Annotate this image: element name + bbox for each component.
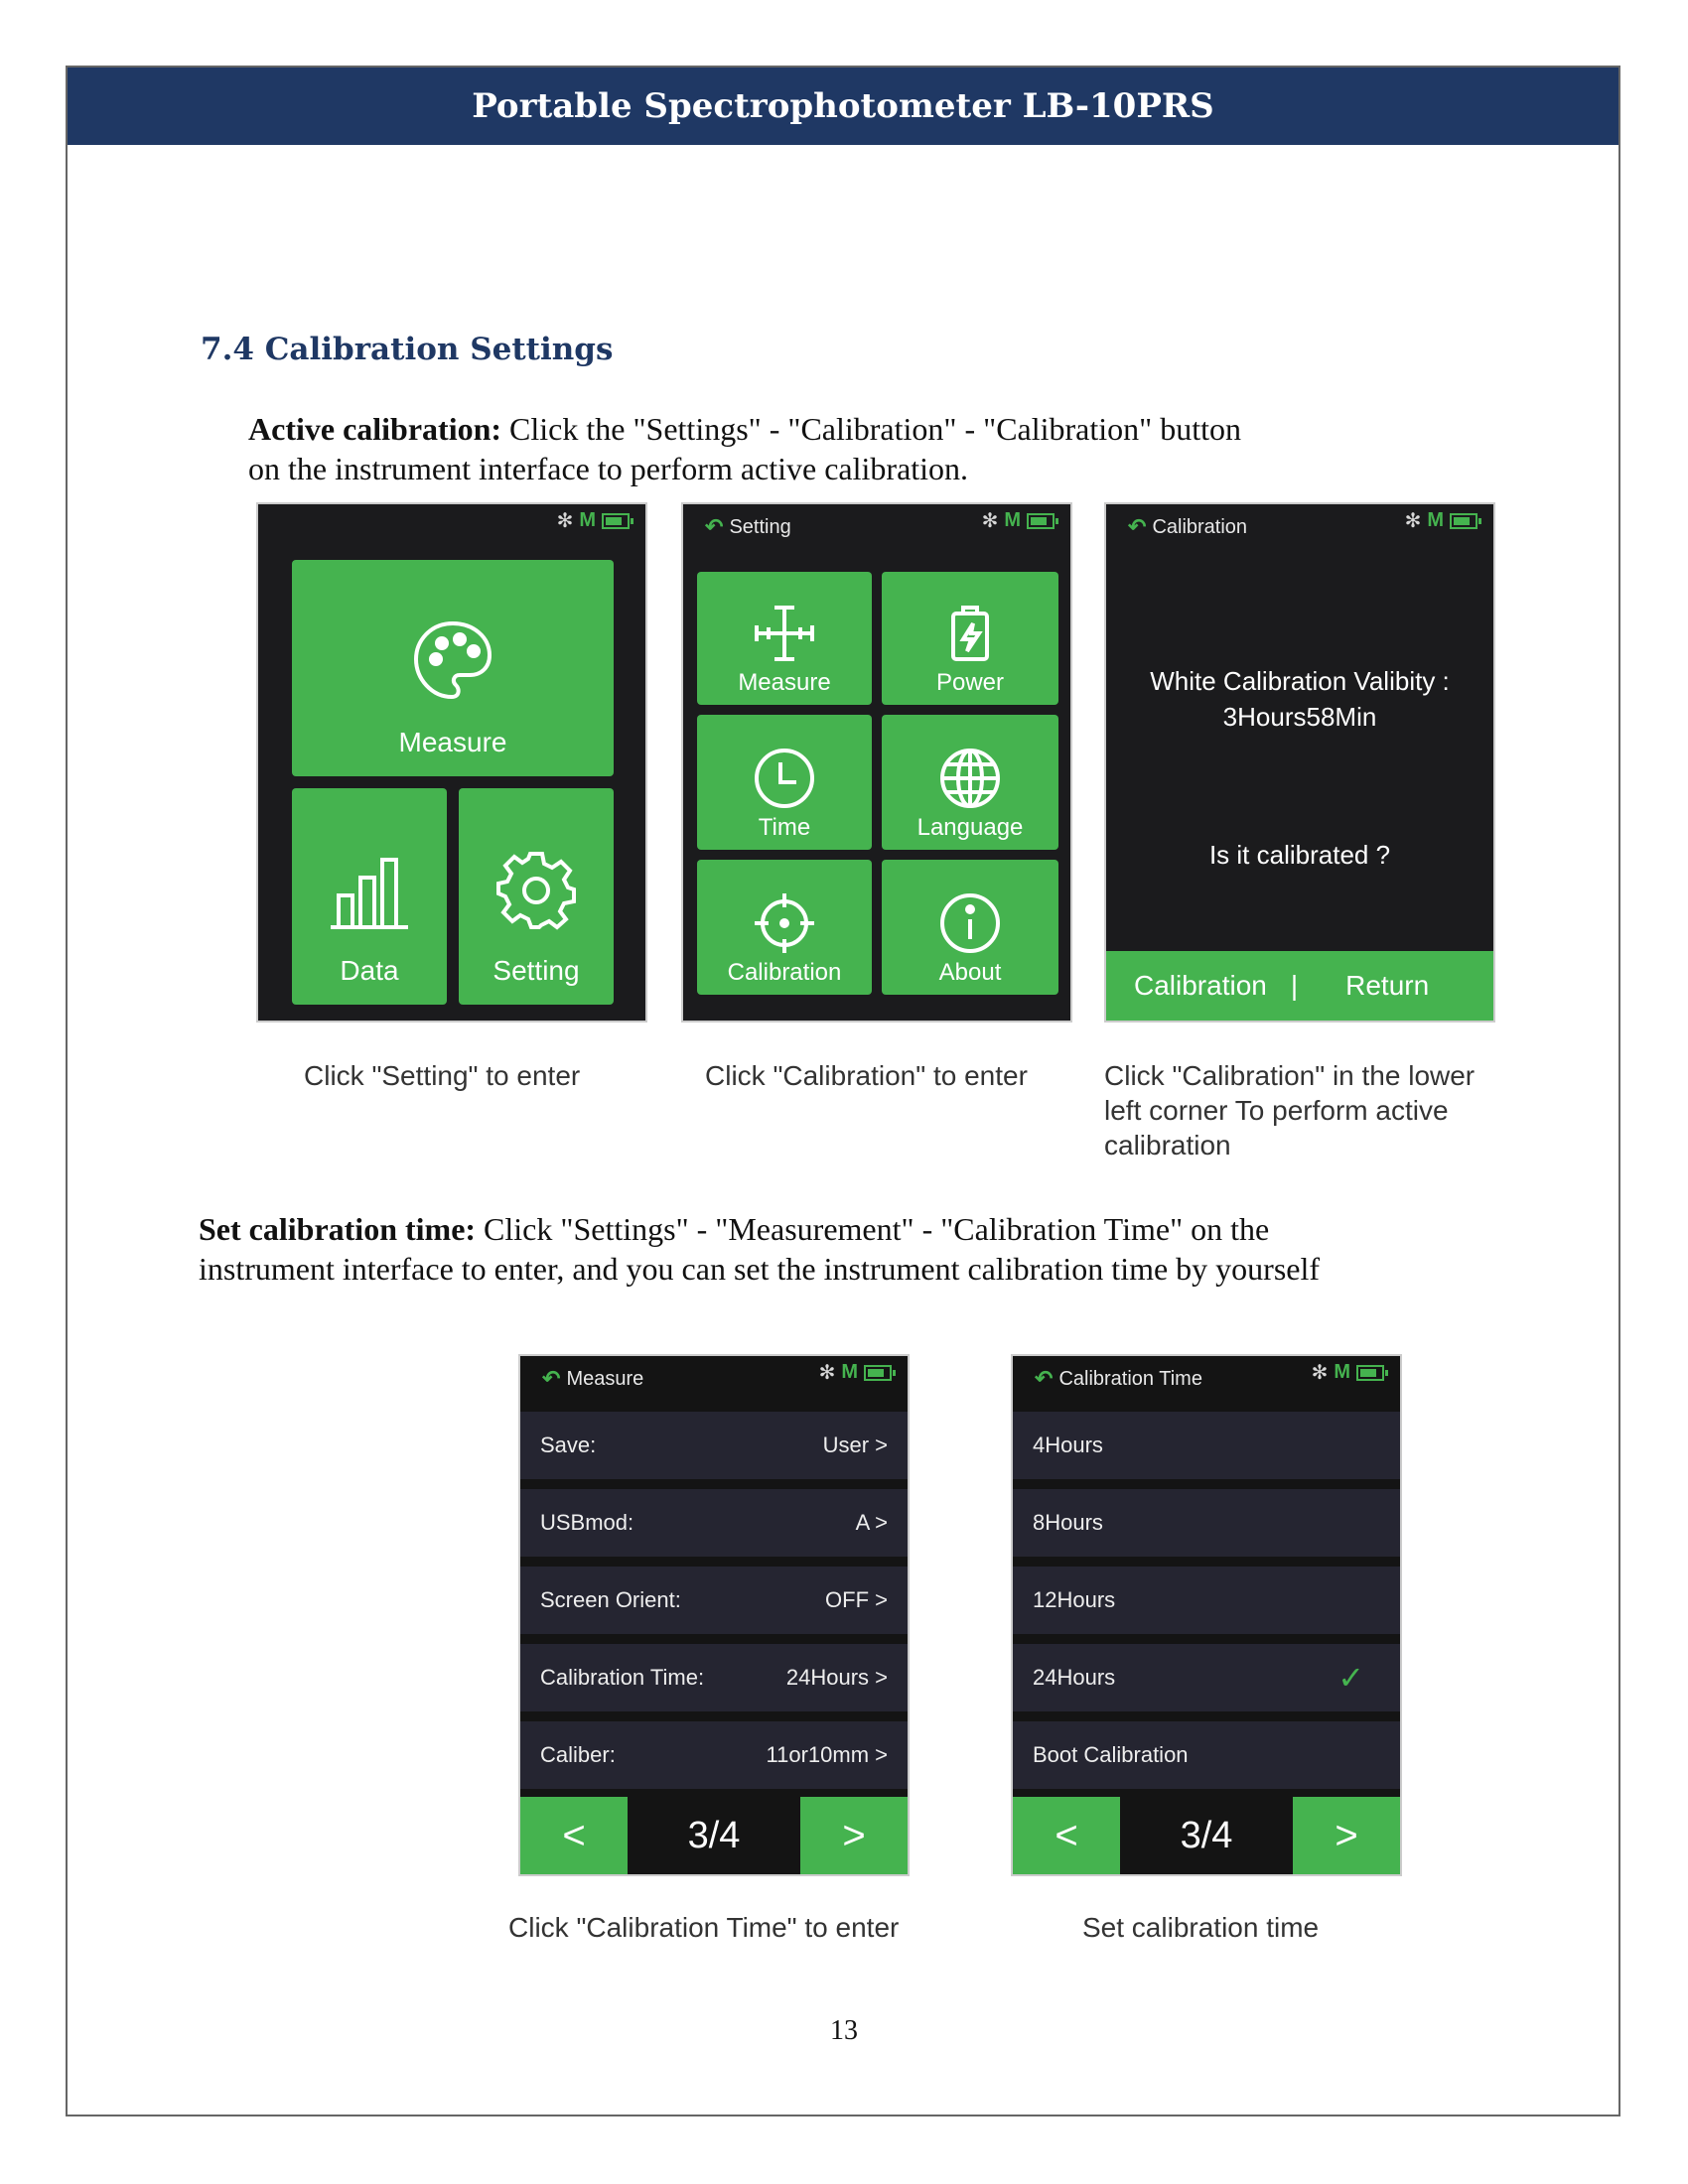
list-item[interactable] bbox=[520, 1567, 908, 1634]
back-arrow-icon[interactable]: ↶ bbox=[1035, 1366, 1054, 1391]
back-arrow-icon[interactable]: ↶ bbox=[542, 1366, 561, 1391]
row-label: USBmod: bbox=[540, 1510, 634, 1535]
list-item[interactable] bbox=[1013, 1721, 1400, 1789]
status-bar bbox=[557, 508, 630, 533]
mode-indicator: M bbox=[579, 509, 596, 531]
setting-language-label: Language bbox=[916, 814, 1024, 841]
screen-setting-menu bbox=[681, 502, 1072, 1023]
setting-calibration-tile[interactable] bbox=[697, 860, 872, 995]
row-label: 4Hours bbox=[1033, 1433, 1103, 1457]
back-arrow-icon[interactable]: ↶ bbox=[1128, 514, 1147, 539]
page-indicator: 3/4 bbox=[1120, 1797, 1293, 1874]
check-icon: ✓ bbox=[1337, 1660, 1364, 1696]
row-label: Boot Calibration bbox=[1033, 1742, 1189, 1767]
back-arrow-icon[interactable]: ↶ bbox=[705, 514, 724, 539]
setting-measure-tile[interactable] bbox=[697, 572, 872, 705]
mode-indicator: M bbox=[841, 1361, 858, 1383]
mode-indicator: M bbox=[1427, 509, 1444, 531]
page-header bbox=[68, 68, 1618, 145]
list-item[interactable] bbox=[520, 1489, 908, 1557]
caltime-title: Calibration Time bbox=[1058, 1367, 1202, 1390]
gear-icon bbox=[494, 848, 578, 931]
calibration-action-bar bbox=[1106, 951, 1493, 1021]
target-icon bbox=[753, 891, 816, 955]
next-page-button[interactable]: > bbox=[1293, 1797, 1400, 1874]
caption-set-calibration-time: Set calibration time bbox=[1082, 1912, 1320, 1943]
caption-perform-line-2: left corner To perform active bbox=[1104, 1095, 1449, 1126]
row-label: 24Hours bbox=[1033, 1665, 1116, 1690]
status-bar bbox=[1405, 508, 1477, 533]
mode-indicator: M bbox=[1334, 1361, 1350, 1383]
bar-chart-icon bbox=[325, 852, 414, 931]
row-label: Screen Orient: bbox=[540, 1587, 681, 1612]
row-value: User > bbox=[822, 1433, 888, 1457]
row-label: 12Hours bbox=[1033, 1587, 1116, 1612]
row-value: OFF > bbox=[825, 1587, 888, 1612]
screen-calibration bbox=[1104, 502, 1495, 1023]
caption-perform-calibration bbox=[1104, 1058, 1475, 1162]
measure-title: Measure bbox=[566, 1367, 644, 1390]
setting-about-label: About bbox=[938, 959, 1002, 986]
setting-power-tile[interactable] bbox=[882, 572, 1058, 705]
prev-page-button[interactable]: < bbox=[520, 1797, 628, 1874]
list-item-calibration-time[interactable] bbox=[520, 1644, 908, 1711]
page-indicator: 3/4 bbox=[628, 1797, 800, 1874]
calibration-question: Is it calibrated ? bbox=[1208, 840, 1391, 870]
battery-icon bbox=[1356, 1365, 1384, 1381]
measure-tile-label: Measure bbox=[398, 727, 507, 757]
active-calibration-text-1: Click the "Settings" - "Calibration" - "Calibration" button bbox=[509, 411, 1241, 447]
setting-time-label: Time bbox=[758, 814, 811, 841]
set-calibration-time-label: Set calibration time: bbox=[199, 1211, 477, 1247]
status-bar bbox=[982, 508, 1055, 533]
action-separator: | bbox=[1290, 970, 1299, 1001]
list-item[interactable] bbox=[520, 1412, 908, 1479]
measure-topbar bbox=[542, 1366, 643, 1392]
setting-measure-label: Measure bbox=[738, 669, 831, 696]
palette-icon bbox=[408, 615, 497, 705]
caption-perform-line-1: Click "Calibration" in the lower bbox=[1104, 1060, 1476, 1091]
validity-value: 3Hours58Min bbox=[1222, 702, 1377, 732]
info-icon bbox=[938, 891, 1002, 955]
setting-tile-label: Setting bbox=[492, 955, 580, 986]
screen-measure-list bbox=[518, 1354, 910, 1876]
data-tile-label: Data bbox=[340, 955, 399, 986]
bluetooth-icon: ✻ bbox=[1311, 1362, 1329, 1384]
row-label: Save: bbox=[540, 1433, 597, 1457]
bluetooth-icon: ✻ bbox=[818, 1362, 836, 1384]
measure-crosshair-icon bbox=[753, 604, 816, 663]
pager bbox=[520, 1797, 908, 1874]
calibration-title: Calibration bbox=[1152, 515, 1248, 538]
caption-perform-line-3: calibration bbox=[1104, 1130, 1231, 1160]
list-item[interactable] bbox=[1013, 1567, 1400, 1634]
setting-time-tile[interactable] bbox=[697, 715, 872, 850]
list-item-selected[interactable] bbox=[1013, 1644, 1400, 1711]
list-item[interactable] bbox=[520, 1721, 908, 1789]
setting-power-label: Power bbox=[935, 669, 1005, 696]
bluetooth-icon: ✻ bbox=[1404, 510, 1422, 532]
row-value: A > bbox=[855, 1510, 888, 1535]
data-tile[interactable] bbox=[292, 788, 447, 1005]
active-calibration-paragraph bbox=[248, 409, 1241, 488]
set-calibration-time-text-2: instrument interface to enter, and you can set the instrument calibration time by yourself bbox=[199, 1251, 1321, 1287]
caption-calibration: Click "Calibration" to enter bbox=[705, 1060, 1028, 1091]
screen-calibration-time bbox=[1011, 1354, 1402, 1876]
setting-tile[interactable] bbox=[459, 788, 614, 1005]
row-value: 11or10mm > bbox=[766, 1742, 888, 1767]
setting-calibration-label: Calibration bbox=[727, 959, 842, 986]
calibration-button[interactable]: Calibration bbox=[1134, 970, 1267, 1001]
caltime-topbar bbox=[1035, 1366, 1202, 1392]
section-title: 7.4 Calibration Settings bbox=[201, 332, 614, 367]
bluetooth-icon: ✻ bbox=[556, 510, 574, 532]
screen-main-menu bbox=[256, 502, 647, 1023]
return-button[interactable]: Return bbox=[1345, 970, 1430, 1001]
battery-icon bbox=[1450, 513, 1477, 529]
validity-label: White Calibration Valibity : bbox=[1150, 666, 1450, 696]
row-label: 8Hours bbox=[1033, 1510, 1103, 1535]
setting-about-tile[interactable] bbox=[882, 860, 1058, 995]
status-bar bbox=[1312, 1360, 1384, 1385]
bluetooth-icon: ✻ bbox=[981, 510, 999, 532]
caption-calibration-time-enter: Click "Calibration Time" to enter bbox=[508, 1912, 900, 1943]
battery-icon bbox=[864, 1365, 892, 1381]
list-item[interactable] bbox=[1013, 1489, 1400, 1557]
battery-icon bbox=[602, 513, 630, 529]
list-item[interactable] bbox=[1013, 1412, 1400, 1479]
globe-icon bbox=[938, 747, 1002, 810]
row-value: 24Hours > bbox=[785, 1665, 888, 1690]
battery-icon bbox=[1027, 513, 1055, 529]
row-label: Calibration Time: bbox=[540, 1665, 705, 1690]
setting-title: Setting bbox=[729, 515, 791, 538]
validity-block bbox=[1106, 663, 1493, 735]
next-page-button[interactable]: > bbox=[800, 1797, 908, 1874]
status-bar bbox=[819, 1360, 892, 1385]
prev-page-button[interactable]: < bbox=[1013, 1797, 1120, 1874]
battery-power-icon bbox=[945, 604, 995, 663]
set-calibration-time-paragraph bbox=[199, 1209, 1320, 1289]
active-calibration-label: Active calibration: bbox=[248, 411, 502, 447]
setting-language-tile[interactable] bbox=[882, 715, 1058, 850]
active-calibration-text-2: on the instrument interface to perform active calibration. bbox=[248, 451, 969, 486]
header-title: Portable Spectrophotometer LB-10PRS bbox=[472, 86, 1214, 126]
set-calibration-time-text-1: Click "Settings" - "Measurement" - "Calibration Time" on the bbox=[484, 1211, 1270, 1247]
calibration-topbar bbox=[1128, 514, 1247, 540]
clock-icon bbox=[753, 747, 816, 810]
measure-tile[interactable] bbox=[292, 560, 614, 776]
setting-topbar bbox=[705, 514, 791, 540]
row-label: Caliber: bbox=[540, 1742, 616, 1767]
mode-indicator: M bbox=[1004, 509, 1021, 531]
page-number: 13 bbox=[830, 2015, 858, 2046]
pager bbox=[1013, 1797, 1400, 1874]
caption-setting: Click "Setting" to enter bbox=[304, 1060, 581, 1091]
